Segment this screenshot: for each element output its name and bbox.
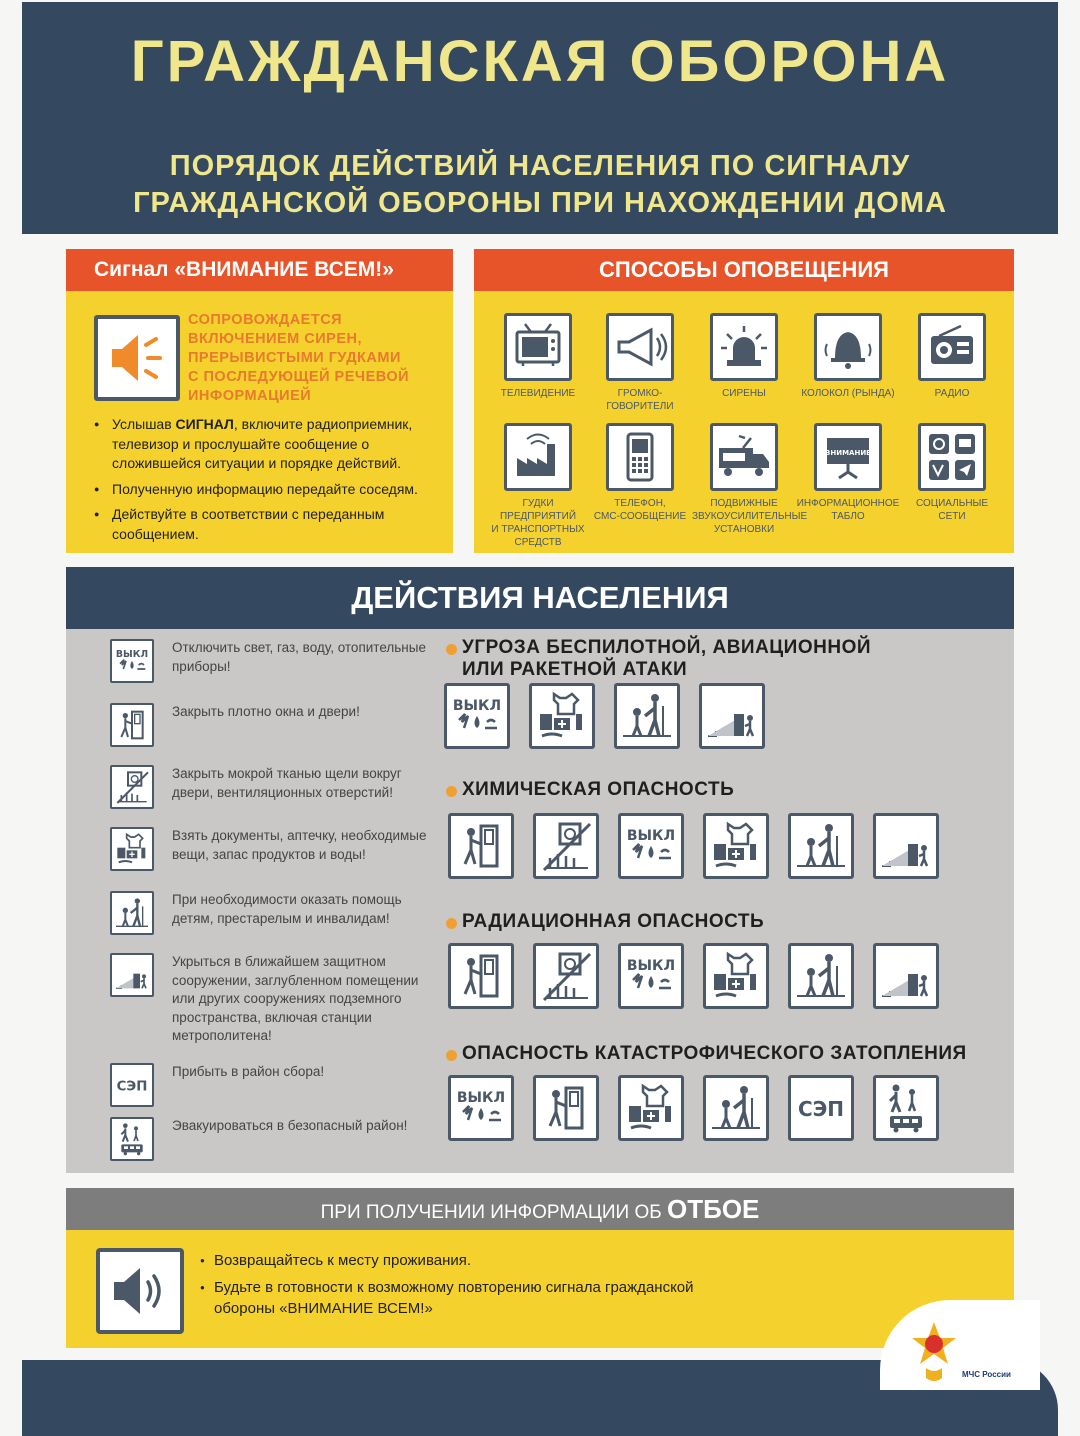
svg-text:СЭП: СЭП <box>116 1079 148 1095</box>
loudspeaker-icon <box>606 313 674 381</box>
scenario-title-line: РАДИАЦИОННАЯ ОПАСНОСТЬ <box>462 911 765 932</box>
legend-text: Укрыться в ближайшем защитном сооружении, заглубленном помещении или других сооружениях подземного пространства, включая станции метрополитена! <box>172 954 419 1043</box>
action-door-icon <box>110 703 154 747</box>
legend-text: При необходимости оказать помощь детям, престарелым и инвалидам! <box>172 892 402 926</box>
scenario-docs-icon <box>618 1075 684 1141</box>
scenario-sep-icon <box>788 1075 854 1141</box>
subtitle-line-2: ГРАЖДАНСКОЙ ОБОРОНЫ ПРИ НАХОЖДЕНИИ ДОМА <box>133 187 947 219</box>
svg-text:ВЫКЛ: ВЫКЛ <box>452 698 502 714</box>
instruction-text: Услышав <box>112 416 176 432</box>
method-board <box>796 423 900 523</box>
signal-instruction-1 <box>94 415 444 474</box>
scenario-docs-icon <box>703 813 769 879</box>
scenario-help-icon <box>788 813 854 879</box>
method-bell <box>796 313 900 400</box>
scenario-cloth-icon <box>533 943 599 1009</box>
logo-text: МЧС России <box>962 1370 1011 1379</box>
speaker-icon <box>96 1248 184 1334</box>
scenario-shelter-icon <box>873 813 939 879</box>
scenario-shelter-icon <box>699 683 765 749</box>
action-cloth-icon <box>110 765 154 809</box>
otboi-heading-text: ПРИ ПОЛУЧЕНИИ ИНФОРМАЦИИ ОБ <box>320 1202 668 1223</box>
legend-text: Эвакуироваться в безопасный район! <box>172 1118 408 1133</box>
scenario-docs-icon <box>703 943 769 1009</box>
scenario-door-icon <box>448 943 514 1009</box>
phone-icon <box>606 423 674 491</box>
method-loudspeaker <box>588 313 692 413</box>
otboi-heading-bold: ОТБОЕ <box>667 1194 760 1224</box>
method-tv <box>486 313 590 400</box>
signal-heading: Сигнал «ВНИМАНИЕ ВСЕМ!» <box>66 249 453 291</box>
bell-icon <box>814 313 882 381</box>
method-siren <box>692 313 796 400</box>
legend-text: Отключить свет, газ, воду, отопительные приборы! <box>172 640 426 674</box>
scenario-off-icon <box>618 813 684 879</box>
method-label: КОЛОКОЛ (РЫНДА) <box>801 388 895 399</box>
action-help-icon <box>110 891 154 935</box>
mchs-emblem-icon <box>908 1318 960 1386</box>
method-label: ИНФОРМАЦИОННОЕ ТАБЛО <box>796 498 900 522</box>
method-label: РАДИО <box>934 388 970 399</box>
action-sep-icon <box>110 1063 154 1107</box>
signal-desc-line: ПРЕРЫВИСТЫМИ ГУДКАМИ <box>188 350 401 366</box>
scenario-off-icon <box>448 1075 514 1141</box>
otboi-instruction-1: ● Возвращайтесь к месту проживания. <box>200 1250 720 1271</box>
method-label: ТЕЛЕВИДЕНИЕ <box>500 388 576 399</box>
subtitle-line-1: ПОРЯДОК ДЕЙСТВИЙ НАСЕЛЕНИЯ ПО СИГНАЛУ <box>169 150 911 182</box>
header-banner <box>22 2 1058 234</box>
scenario-help-icon <box>703 1075 769 1141</box>
actions-heading: ДЕЙСТВИЯ НАСЕЛЕНИЯ <box>66 567 1014 629</box>
signal-desc-line: ИНФОРМАЦИЕЙ <box>188 388 312 404</box>
instruction-text: , включите радиоприемник, телевизор и прослушайте сообщение о сложившейся ситуации и порядке действий. <box>112 416 413 471</box>
svg-text:СЭП: СЭП <box>797 1097 845 1121</box>
otboi-instructions <box>200 1250 720 1325</box>
method-label: ГУДКИ ПРЕДПРИЯТИЙ И ТРАНСПОРТНЫХ СРЕДСТВ <box>491 498 585 548</box>
scenario-title-line: ИЛИ РАКЕТНОЙ АТАКИ <box>462 659 688 680</box>
legend-text: Закрыть мокрой тканью щели вокруг двери, вентиляционных отверстий! <box>172 766 402 800</box>
scenario-off-icon <box>618 943 684 1009</box>
method-factory <box>486 423 590 549</box>
svg-text:ВЫКЛ: ВЫКЛ <box>626 958 676 974</box>
method-label: ПОДВИЖНЫЕ ЗВУКОУСИЛИТЕЛЬНЫЕ УСТАНОВКИ <box>692 498 808 535</box>
scenario-title-line: ОПАСНОСТЬ КАТАСТРОФИЧЕСКОГО ЗАТОПЛЕНИЯ <box>462 1043 967 1064</box>
method-social <box>900 423 1004 523</box>
scenario-title <box>446 911 764 933</box>
scenario-title-line: ХИМИЧЕСКАЯ ОПАСНОСТЬ <box>462 779 735 800</box>
signal-desc-line: С ПОСЛЕДУЮЩЕЙ РЕЧЕВОЙ <box>188 369 410 385</box>
scenario-evac-icon <box>873 1075 939 1141</box>
signal-panel <box>66 249 453 553</box>
method-truck <box>692 423 808 536</box>
method-label: ТЕЛЕФОН, СМС-СООБЩЕНИЕ <box>593 498 687 522</box>
action-off-icon <box>110 639 154 683</box>
scenario-help-icon <box>614 683 680 749</box>
scenario-title-line: УГРОЗА БЕСПИЛОТНОЙ, АВИАЦИОННОЙ <box>462 637 871 658</box>
scenario-door-icon <box>533 1075 599 1141</box>
board-icon <box>814 423 882 491</box>
methods-heading: СПОСОБЫ ОПОВЕЩЕНИЯ <box>474 249 1014 291</box>
otboi-heading <box>66 1188 1014 1230</box>
svg-text:ВЫКЛ: ВЫКЛ <box>456 1090 506 1106</box>
legend-text: Взять документы, аптечку, необходимые вещи, запас продуктов и воды! <box>172 828 427 862</box>
truck-icon <box>710 423 778 491</box>
method-label: СОЦИАЛЬНЫЕ СЕТИ <box>915 498 989 522</box>
scenario-title <box>446 1043 967 1065</box>
scenario-title <box>446 779 734 801</box>
siren-icon <box>710 313 778 381</box>
method-label: ГРОМКО- ГОВОРИТЕЛИ <box>606 388 674 412</box>
social-icon <box>918 423 986 491</box>
scenario-shelter-icon <box>873 943 939 1009</box>
page-subtitle <box>22 148 1058 222</box>
signal-desc-line: ВКЛЮЧЕНИЕМ СИРЕН, <box>188 331 363 347</box>
method-label: СИРЕНЫ <box>722 388 766 399</box>
signal-description <box>188 311 448 406</box>
actions-section <box>66 629 1014 1173</box>
method-phone <box>588 423 692 523</box>
action-shelter-icon <box>110 953 154 997</box>
instruction-bold: СИГНАЛ <box>175 416 234 432</box>
action-docs-icon <box>110 827 154 871</box>
scenario-title <box>446 637 871 681</box>
signal-instructions <box>94 415 444 550</box>
scenario-help-icon <box>788 943 854 1009</box>
methods-panel <box>474 249 1014 553</box>
svg-text:ВЫКЛ: ВЫКЛ <box>115 649 149 660</box>
tv-icon <box>504 313 572 381</box>
board-text: ВНИМАНИЕ <box>825 449 871 457</box>
scenario-docs-icon <box>529 683 595 749</box>
speaker-sound-icon <box>94 315 180 401</box>
signal-desc-line: СОПРОВОЖДАЕТСЯ <box>188 312 343 328</box>
scenario-cloth-icon <box>533 813 599 879</box>
scenario-off-icon <box>444 683 510 749</box>
otboi-instruction-2: ● Будьте в готовности к возможному повторению сигнала гражданской обороны «ВНИМАНИЕ ВСЕМ!» <box>200 1277 720 1319</box>
action-evac-icon <box>110 1117 154 1161</box>
factory-icon <box>504 423 572 491</box>
method-radio <box>900 313 1004 400</box>
signal-instruction-3: ● Действуйте в соответствии с переданным сообщением. <box>94 505 444 544</box>
otboi-panel <box>66 1230 1014 1348</box>
scenario-door-icon <box>448 813 514 879</box>
signal-instruction-2: ● Полученную информацию передайте соседям. <box>94 480 444 500</box>
page-title: ГРАЖДАНСКАЯ ОБОРОНА <box>130 29 950 94</box>
legend-text: Прибыть в район сбора! <box>172 1064 325 1079</box>
radio-icon <box>918 313 986 381</box>
legend-text: Закрыть плотно окна и двери! <box>172 704 360 719</box>
svg-text:ВЫКЛ: ВЫКЛ <box>626 828 676 844</box>
